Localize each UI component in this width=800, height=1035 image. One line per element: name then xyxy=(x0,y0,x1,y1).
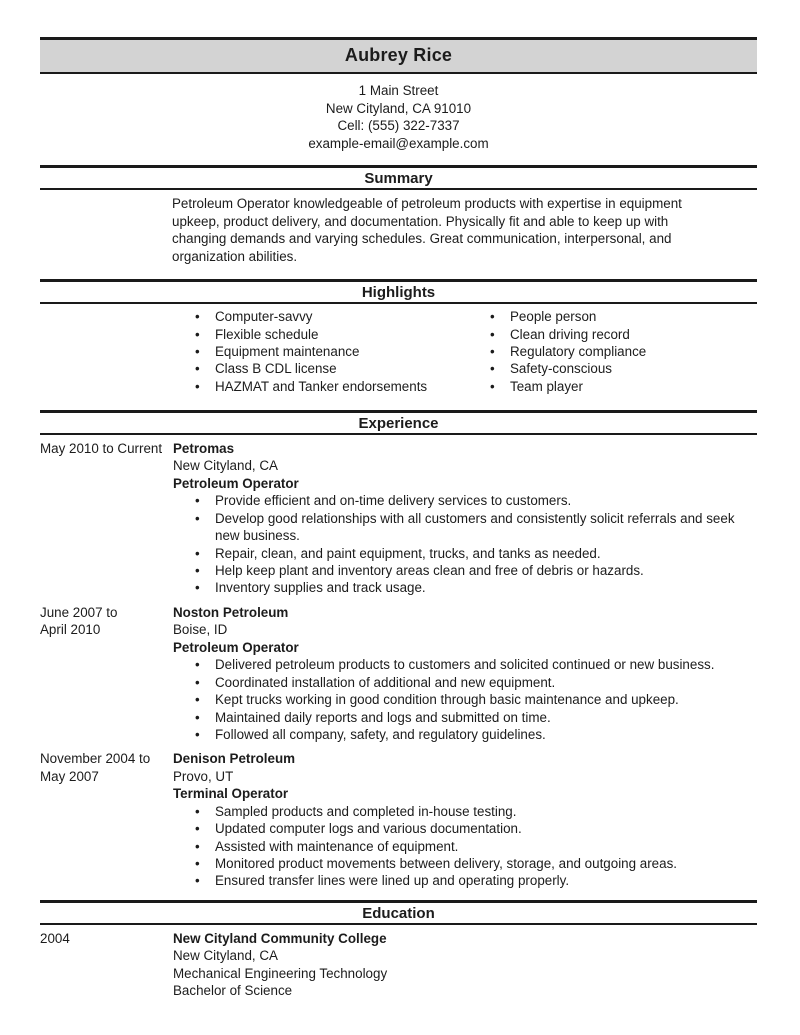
job-entry xyxy=(40,604,757,744)
job-date-line: November 2004 to xyxy=(40,751,151,767)
job-company: Petromas xyxy=(173,440,235,456)
job-dates xyxy=(40,604,173,744)
job-company: Noston Petroleum xyxy=(173,604,289,620)
job-bullet: • Develop good relationships with all customers and consistently solicit referrals and seek new business. xyxy=(195,510,757,545)
contact-city: New Cityland, CA 91010 xyxy=(325,100,472,116)
highlight-item: • HAZMAT and Tanker endorsements xyxy=(195,378,470,395)
job-bullet: • Inventory supplies and track usage. xyxy=(195,579,757,596)
highlight-item: • Computer-savvy xyxy=(195,308,470,325)
job-bullet: • Provide efficient and on-time delivery services to customers. xyxy=(195,492,757,509)
highlight-item: • Clean driving record xyxy=(490,326,646,343)
job-details xyxy=(173,750,757,890)
section-heading-education: Education xyxy=(40,900,757,925)
job-date-line: May 2010 to Current xyxy=(40,440,163,456)
highlight-item: • Regulatory compliance xyxy=(490,343,646,360)
section-heading-highlights: Highlights xyxy=(40,279,757,304)
highlights-list-left xyxy=(195,308,470,394)
highlight-item: • People person xyxy=(490,308,646,325)
highlight-item: • Team player xyxy=(490,378,646,395)
job-title: Terminal Operator xyxy=(173,786,289,802)
summary-text: Petroleum Operator knowledgeable of petroleum products with expertise in equipment upkeep, product delivery, and documentation. Physically fit and able to keep up with changing demands and varying schedules. Great communication, interpersonal, and organization abilities. xyxy=(172,196,682,264)
job-bullet-list xyxy=(173,803,757,890)
contact-email: example-email@example.com xyxy=(308,135,489,151)
job-location: New Cityland, CA xyxy=(173,458,278,474)
contact-address: 1 Main Street xyxy=(358,83,439,98)
job-location: Boise, ID xyxy=(173,622,228,638)
highlight-item: • Class B CDL license xyxy=(195,360,470,377)
job-dates xyxy=(40,750,173,890)
job-bullet: • Maintained daily reports and logs and submitted on time. xyxy=(195,709,757,726)
job-bullet: • Kept trucks working in good condition through basic maintenance and upkeep. xyxy=(195,691,757,708)
job-entry xyxy=(40,750,757,890)
job-bullet: • Repair, clean, and paint equipment, trucks, and tanks as needed. xyxy=(195,545,757,562)
job-date-line: May 2007 xyxy=(40,768,99,784)
education-school: New Cityland Community College xyxy=(173,930,387,946)
contact-phone: Cell: (555) 322-7337 xyxy=(337,118,460,133)
job-dates xyxy=(40,440,173,597)
job-bullet: • Ensured transfer lines were lined up and operating properly. xyxy=(195,872,757,889)
job-location: Provo, UT xyxy=(173,768,234,784)
job-title: Petroleum Operator xyxy=(173,639,299,655)
job-bullet: • Followed all company, safety, and regulatory guidelines. xyxy=(195,726,757,743)
job-bullet: • Assisted with maintenance of equipment. xyxy=(195,838,757,855)
person-name: Aubrey Rice xyxy=(344,45,453,65)
job-details xyxy=(173,604,757,744)
job-bullet: • Monitored product movements between delivery, storage, and outgoing areas. xyxy=(195,855,757,872)
job-bullet: • Help keep plant and inventory areas clean and free of debris or hazards. xyxy=(195,562,757,579)
education-entry xyxy=(40,930,757,1000)
education-location: New Cityland, CA xyxy=(173,948,278,964)
education-program: Mechanical Engineering Technology xyxy=(173,965,388,981)
highlights-columns xyxy=(40,308,757,394)
highlights-list-right xyxy=(490,308,646,394)
education-degree: Bachelor of Science xyxy=(173,983,293,999)
contact-block xyxy=(40,82,757,152)
section-heading-experience: Experience xyxy=(40,410,757,435)
job-date-line: June 2007 to xyxy=(40,604,118,620)
job-bullet: • Sampled products and completed in-house testing. xyxy=(195,803,757,820)
education-details xyxy=(173,930,757,1000)
job-bullet: • Coordinated installation of additional and new equipment. xyxy=(195,674,757,691)
job-date-line: April 2010 xyxy=(40,622,101,638)
highlight-item: • Safety-conscious xyxy=(490,360,646,377)
job-company: Denison Petroleum xyxy=(173,751,296,767)
job-details xyxy=(173,440,757,597)
education-year: 2004 xyxy=(40,930,70,946)
job-bullet: • Updated computer logs and various documentation. xyxy=(195,820,757,837)
job-bullet-list xyxy=(173,656,757,743)
job-bullet-list xyxy=(173,492,757,596)
highlight-item: • Flexible schedule xyxy=(195,326,470,343)
name-banner xyxy=(40,37,757,74)
job-bullet: • Delivered petroleum products to customers and solicited continued or new business. xyxy=(195,656,757,673)
job-title: Petroleum Operator xyxy=(173,475,299,491)
highlight-item: • Equipment maintenance xyxy=(195,343,470,360)
section-heading-summary: Summary xyxy=(40,165,757,190)
job-entry xyxy=(40,440,757,597)
